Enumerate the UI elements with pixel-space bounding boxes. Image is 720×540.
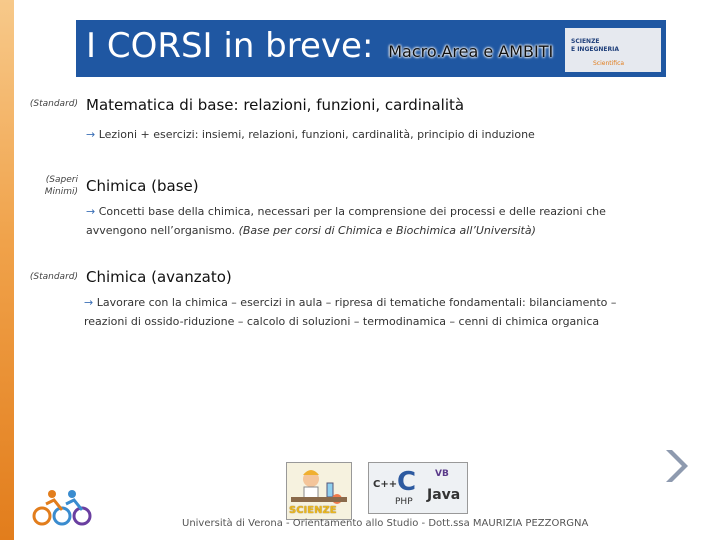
course-desc-3	[84, 293, 654, 331]
arrow-right-icon: →	[86, 128, 96, 141]
course-desc-3-text: Lavorare con la chimica – esercizi in aula – ripresa di tematiche fondamentali: bilanciamento – reazioni di ossido-riduzione – calcolo di soluzioni – termodinamica – cenni di chimica organica	[84, 296, 617, 328]
page-title	[86, 26, 553, 66]
left-accent-bar	[0, 0, 14, 540]
faculty-logo-text	[571, 38, 631, 54]
course-title-2: Chimica (base)	[86, 177, 199, 195]
faculty-logo	[565, 28, 661, 72]
course-desc-1	[86, 125, 656, 144]
course-tag-1: (Standard)	[29, 99, 78, 109]
page-title-sub: Macro.Area e AMBITI	[388, 42, 554, 61]
faculty-logo-line-2: E INGEGNERIA	[571, 46, 620, 53]
code-label-vb: VB	[435, 469, 449, 479]
code-label-java: Java	[427, 487, 461, 503]
course-desc-2-text: Concetti base della chimica, necessari per la comprensione dei processi e delle reazioni che avvengono nell’organismo.	[86, 205, 606, 237]
footer-text: Università di Verona - Orientamento allo Studio - Dott.ssa MAURIZIA PEZZORGNA	[182, 518, 589, 529]
science-cartoon-image	[286, 462, 352, 520]
arrow-right-icon: →	[86, 205, 96, 218]
course-desc-2-note: (Base per corsi di Chimica e Biochimica all’Università)	[238, 224, 536, 237]
page-title-main: I CORSI in breve:	[86, 26, 374, 66]
course-desc-1-text: Lezioni + esercizi: insiemi, relazioni, funzioni, cardinalità, principio di induzione	[98, 128, 535, 141]
next-chevron-icon[interactable]	[662, 448, 688, 484]
faculty-logo-line-1: SCIENZE	[571, 38, 600, 45]
course-desc-2	[86, 202, 656, 240]
course-title-1: Matematica di base: relazioni, funzioni, cardinalità	[86, 96, 465, 114]
cyclists-logo-icon	[32, 486, 92, 526]
code-label-cpp: C++	[373, 479, 398, 490]
programming-languages-image	[368, 462, 468, 514]
code-label-php: PHP	[395, 497, 413, 507]
science-cartoon-label: SCIENZE	[289, 505, 337, 516]
course-tag-2: (Saperi Minimi)	[44, 175, 78, 197]
course-title-3: Chimica (avanzato)	[86, 268, 232, 286]
faculty-logo-sub: Scientifica	[593, 60, 625, 67]
code-label-c: C	[397, 467, 417, 497]
arrow-right-icon: →	[84, 296, 94, 309]
course-tag-3: (Standard)	[29, 272, 78, 282]
